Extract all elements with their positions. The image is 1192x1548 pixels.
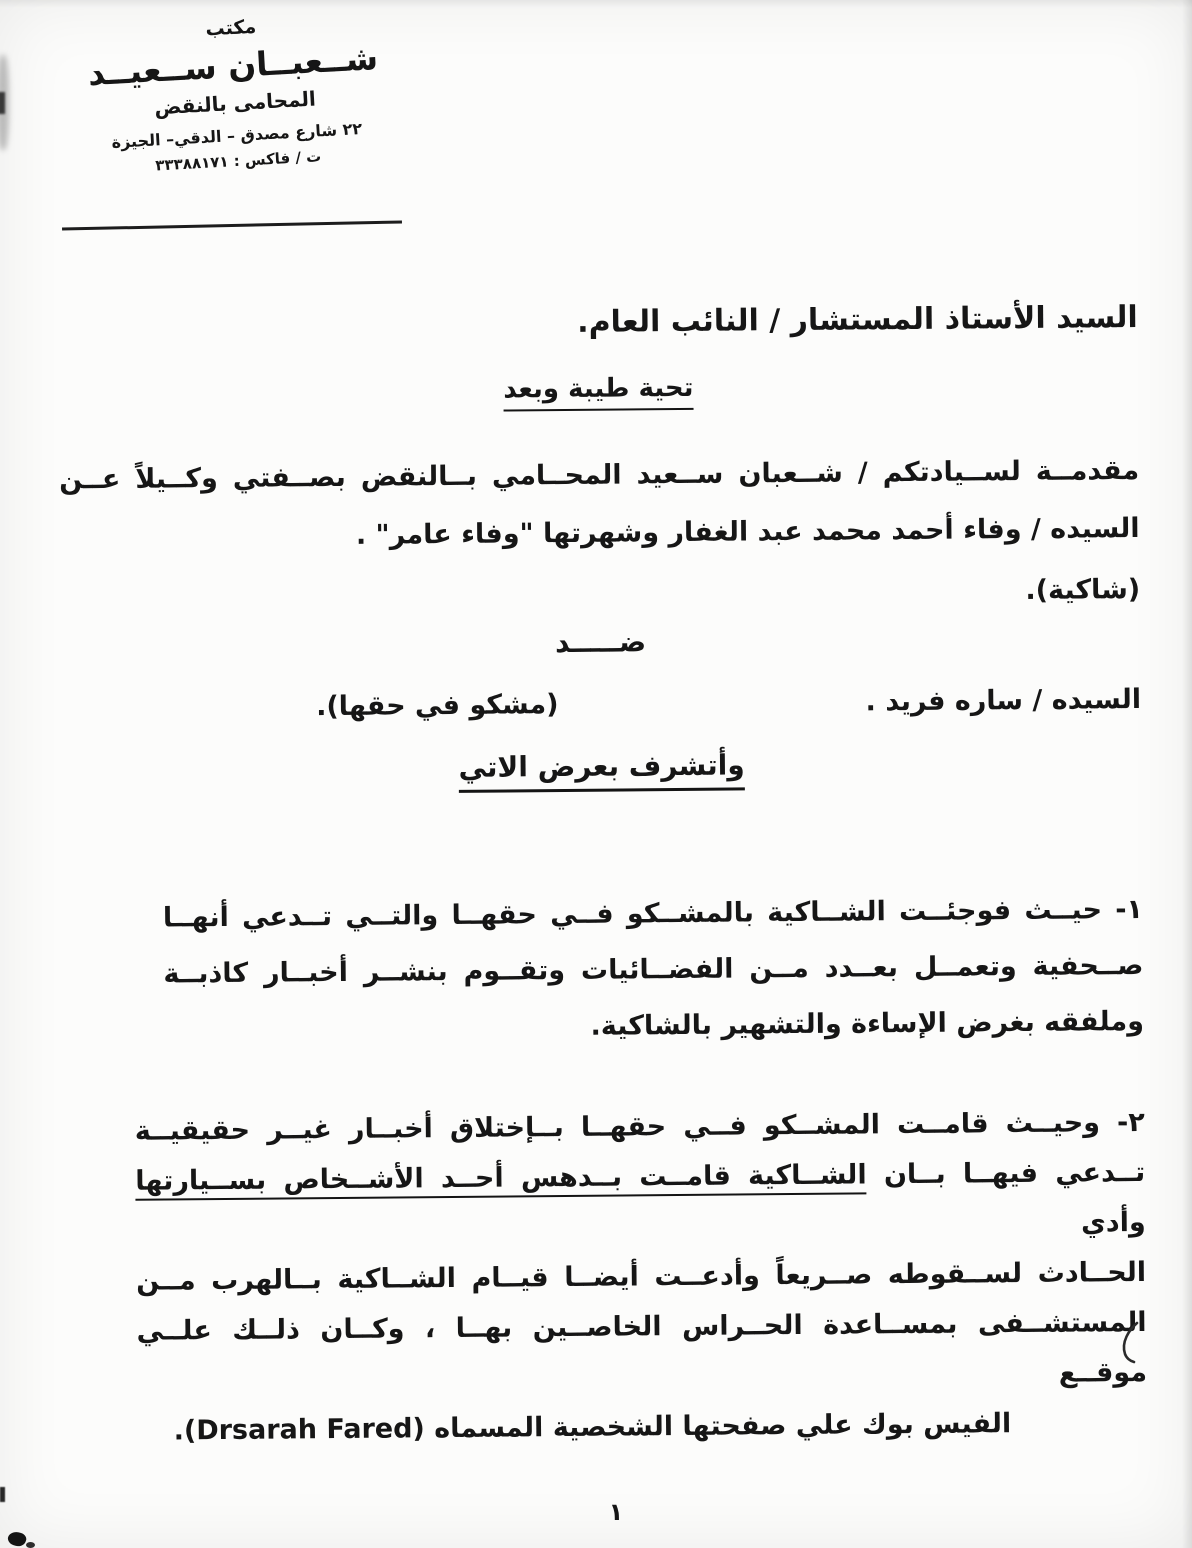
paragraph-1-line-3: وملفقه بغرض الإساءة والتشهير بالشاكية. — [590, 1005, 1145, 1042]
respondent-name: السيده / ساره فريد . — [865, 683, 1142, 718]
intro-line-1: مقدمــة لســيادتكم / شــعبان ســعيد المحــامي بــالنقض بصــفتي وكــيلاً عــن — [59, 454, 1140, 496]
page-number: ١ — [608, 1498, 624, 1526]
letterhead-lawyer-name: شــعبــان ســعيــد — [86, 37, 379, 93]
scan-blot-bottom-left — [6, 1529, 28, 1548]
paragraph-2-line-2 — [135, 1148, 1146, 1257]
paragraph-1-line-2: صــحفية وتعمــل بعــدد مــن الفضــائيات وتقــوم بنشــر أخبــار كاذبــة — [163, 949, 1144, 990]
complainant-label: (شاكية). — [1025, 573, 1141, 606]
greeting-row — [58, 369, 1138, 415]
versus-word: ضـــــد — [554, 625, 647, 660]
paragraph-1-line-1: ١- حيــث فوجئــت الشــاكية بالمشــكو فــي حقهــا والتــي تــدعي أنهــا — [162, 893, 1144, 934]
scan-blot-left-edge — [0, 1487, 5, 1502]
paragraph-1 — [163, 882, 1144, 1059]
letterhead-lawyer-title: المحامى بالنقض — [153, 86, 317, 120]
paragraph-2-line-1: ٢- وحيــث قامــت المشــكو فــي حقهــا بــإختلاق أخبــار غيــر حقيقيــة — [134, 1106, 1145, 1147]
underlined-accusation-text: الشــاكية قامــت بــدهس أحــد الأشــخاص بســيارتها — [135, 1159, 867, 1200]
letter-body — [55, 0, 1148, 1457]
scan-blot-bottom-left-small — [26, 1542, 35, 1548]
respondent-label: (مشكو في حقها). — [316, 689, 559, 723]
letterhead-office-word: مكتب — [204, 15, 257, 41]
intro-line-2: السيده / وفاء أحمد محمد عبد الغفار وشهرتها "وفاء عامر" . — [355, 512, 1140, 551]
paragraph-2-line-3: الحــادث لســقوطه صــريعاً وأدعــت أيضــا قيــام الشــاكية بــالهرب مــن — [136, 1256, 1147, 1297]
salutation-line: السيد الأستاذ المستشار / النائب العام. — [577, 299, 1138, 340]
respondent-row — [61, 684, 1141, 724]
section-heading-row — [62, 745, 1142, 796]
section-heading: وأتشرف بعرض الاتي — [458, 748, 744, 792]
introduction-paragraph — [59, 442, 1140, 567]
letterhead-address: ٢٢ شارع مصدق – الدقي– الجيزة — [111, 119, 363, 153]
paragraph-2-line-5: الفيس بوك علي صفحتها الشخصية المسماه (Drsarah Fared). — [173, 1408, 1012, 1447]
paragraph-2-line-2-after: وأدي — [1080, 1206, 1146, 1239]
letterhead-phone-fax: ت / فاكس : ٣٣٣٨٨١٧١ — [154, 147, 322, 175]
paragraph-2-line-2-before: تــدعي فيهــا بــان — [866, 1156, 1146, 1191]
paragraph-2-line-4: المستشــفى بمســاعدة الحــراس الخاصــين بهــا ، وكــان ذلــك علــي موقــع — [136, 1306, 1148, 1389]
handwritten-pen-mark — [1116, 1320, 1144, 1366]
scan-smudge-top-left-dark — [0, 92, 5, 114]
greeting-text: تحية طيبة وبعد — [503, 373, 693, 412]
paragraph-2 — [135, 1098, 1148, 1457]
scan-edge-shadow-right — [1182, 0, 1192, 1548]
